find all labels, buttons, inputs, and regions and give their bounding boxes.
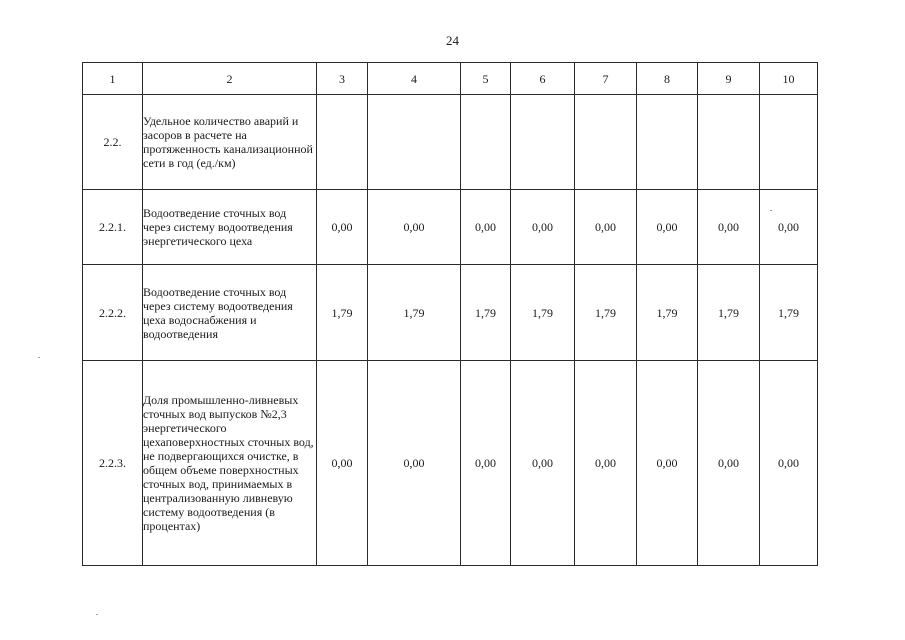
scan-speck bbox=[770, 210, 772, 211]
value-cell: 0,00 bbox=[368, 361, 461, 566]
indicator-name: Водоотведение сточных вод через систему водоотведения цеха водоснабжения и водоотведения bbox=[143, 265, 317, 361]
value-cell: 0,00 bbox=[575, 190, 637, 265]
value-cell: 0,00 bbox=[760, 361, 818, 566]
scan-speck bbox=[38, 357, 40, 358]
header-cell: 1 bbox=[83, 63, 143, 95]
page-number: 24 bbox=[446, 33, 459, 48]
table-row bbox=[83, 265, 818, 361]
value-cell bbox=[575, 95, 637, 190]
header-cell: 9 bbox=[698, 63, 760, 95]
value-cell: 0,00 bbox=[317, 190, 368, 265]
value-cell: 0,00 bbox=[698, 190, 760, 265]
value-cell bbox=[317, 95, 368, 190]
value-cell: 1,79 bbox=[637, 265, 698, 361]
value-cell: 0,00 bbox=[511, 190, 575, 265]
row-number: 2.2. bbox=[83, 95, 143, 190]
value-cell: 1,79 bbox=[511, 265, 575, 361]
value-cell: 0,00 bbox=[461, 361, 511, 566]
header-cell: 6 bbox=[511, 63, 575, 95]
value-cell: 0,00 bbox=[760, 190, 818, 265]
value-cell bbox=[368, 95, 461, 190]
value-cell: 0,00 bbox=[637, 361, 698, 566]
value-cell bbox=[461, 95, 511, 190]
scan-speck bbox=[96, 614, 98, 615]
value-cell bbox=[637, 95, 698, 190]
value-cell: 1,79 bbox=[698, 265, 760, 361]
header-cell: 2 bbox=[143, 63, 317, 95]
header-cell: 8 bbox=[637, 63, 698, 95]
table-row bbox=[83, 361, 818, 566]
header-cell: 3 bbox=[317, 63, 368, 95]
value-cell: 0,00 bbox=[637, 190, 698, 265]
indicator-name: Доля промышленно-ливневых сточных вод выпусков №2,3 энергетического цехаповерхностных сточных вод, не подвергающихся очистке, в общем объеме поверхностных сточных вод, принимаемых в централизованную ливневую систему водоотведения (в процентах) bbox=[143, 361, 317, 566]
value-cell: 1,79 bbox=[760, 265, 818, 361]
value-cell: 0,00 bbox=[511, 361, 575, 566]
header-row bbox=[83, 63, 818, 95]
indicators-table bbox=[82, 62, 818, 566]
row-number: 2.2.2. bbox=[83, 265, 143, 361]
value-cell: 0,00 bbox=[698, 361, 760, 566]
value-cell: 1,79 bbox=[575, 265, 637, 361]
table-row bbox=[83, 190, 818, 265]
value-cell bbox=[511, 95, 575, 190]
row-number: 2.2.1. bbox=[83, 190, 143, 265]
header-cell: 4 bbox=[368, 63, 461, 95]
value-cell: 0,00 bbox=[461, 190, 511, 265]
value-cell: 1,79 bbox=[461, 265, 511, 361]
value-cell: 1,79 bbox=[368, 265, 461, 361]
value-cell bbox=[760, 95, 818, 190]
header-cell: 5 bbox=[461, 63, 511, 95]
indicator-name: Удельное количество аварий и засоров в расчете на протяженность канализационной сети в год (ед./км) bbox=[143, 95, 317, 190]
row-number: 2.2.3. bbox=[83, 361, 143, 566]
value-cell: 1,79 bbox=[317, 265, 368, 361]
value-cell: 0,00 bbox=[317, 361, 368, 566]
value-cell bbox=[698, 95, 760, 190]
value-cell: 0,00 bbox=[368, 190, 461, 265]
header-cell: 7 bbox=[575, 63, 637, 95]
value-cell: 0,00 bbox=[575, 361, 637, 566]
table-row bbox=[83, 95, 818, 190]
header-cell: 10 bbox=[760, 63, 818, 95]
indicator-name: Водоотведение сточных вод через систему водоотведения энергетического цеха bbox=[143, 190, 317, 265]
